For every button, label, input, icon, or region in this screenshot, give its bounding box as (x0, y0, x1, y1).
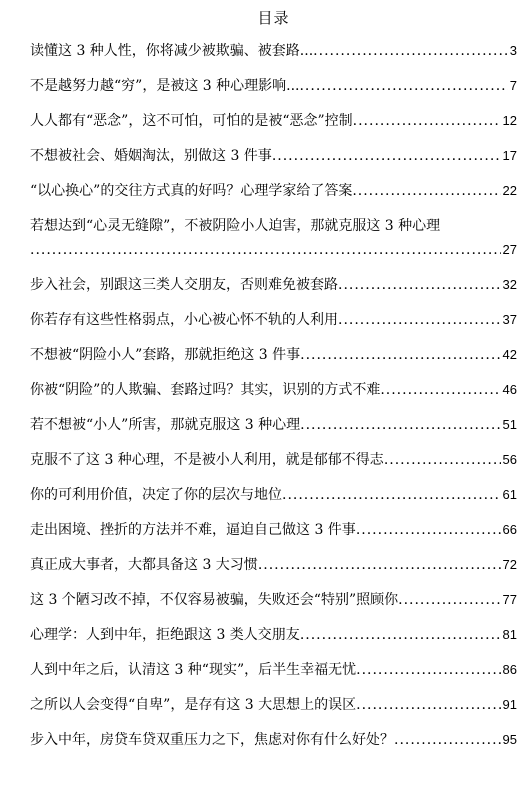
toc-entry-text: 不想被“阴险小人”套路，那就拒绝这 3 件事 (30, 347, 301, 363)
toc-leader (356, 695, 500, 715)
toc-entry (30, 415, 517, 450)
toc-entry (30, 555, 517, 590)
toc-entry (30, 146, 517, 181)
toc-entry-text: 人人都有“恶念”，这不可怕，可怕的是被“恶念”控制 (30, 113, 353, 129)
toc-entry (30, 345, 517, 380)
toc-leader (272, 146, 501, 166)
toc-entry (30, 216, 517, 275)
toc-entry-text: 人到中年之后，认清这 3 种“现实”，后半生幸福无忧 (30, 662, 357, 678)
toc-entry (30, 275, 517, 310)
toc-entry-text: 若不想被“小人”所害，那就克服这 3 种心理 (30, 417, 301, 433)
toc-entry (30, 380, 517, 415)
toc-entry-page: 86 (502, 662, 517, 677)
toc-leader (353, 111, 501, 131)
toc-entry-page: 66 (502, 522, 517, 537)
toc-entry-text: 你的可利用价值，决定了你的层次与地位 (30, 487, 282, 503)
toc-entry-text: 心理学：人到中年，拒绝跟这 3 类人交朋友 (30, 627, 300, 643)
toc-entry-page: 32 (502, 277, 517, 292)
toc-leader (299, 76, 507, 96)
toc-entry-page: 7 (509, 78, 517, 93)
toc-entry (30, 625, 517, 660)
toc-entry-text: 走出困境、挫折的方法并不难，逼迫自己做这 3 件事 (30, 522, 356, 538)
toc-list (30, 41, 517, 765)
toc-leader (300, 345, 500, 365)
toc-entry-page: 81 (502, 627, 517, 642)
toc-entry (30, 660, 517, 695)
toc-entry-text: 这 3 个陋习改不掉，不仅容易被骗，失败还会“特别”照顾你 (30, 592, 399, 608)
toc-leader (338, 275, 501, 295)
toc-entry (30, 695, 517, 730)
toc-entry-text: 你被“阴险”的人欺骗、套路过吗？其实，识别的方式不难 (30, 382, 381, 398)
toc-entry (30, 485, 517, 520)
toc-entry-text: 之所以人会变得“自卑”，是存有这 3 大思想上的误区 (30, 697, 357, 713)
toc-entry-page: 42 (502, 347, 517, 362)
toc-leader (338, 310, 501, 330)
toc-entry (30, 111, 517, 146)
toc-entry (30, 181, 517, 216)
toc-leader (398, 590, 500, 610)
toc-leader (356, 660, 500, 680)
toc-entry-page: 46 (502, 382, 517, 397)
toc-entry (30, 520, 517, 555)
toc-title: 目录 (257, 9, 290, 27)
toc-entry-page: 56 (502, 452, 517, 467)
toc-entry-page: 51 (502, 417, 517, 432)
toc-entry-text: 读懂这 3 种人性，你将减少被欺骗、被套路... (30, 43, 314, 59)
toc-entry (30, 76, 517, 111)
toc-leader (258, 555, 501, 575)
toc-leader (394, 730, 501, 750)
toc-entry-page: 91 (502, 697, 517, 712)
toc-leader (300, 625, 501, 645)
toc-leader (352, 181, 500, 201)
toc-leader (384, 450, 501, 470)
toc-entry-text: 若想达到“心灵无缝隙”，不被阴险小人迫害，那就克服这 3 种心理 (30, 218, 441, 234)
toc-entry (30, 450, 517, 485)
toc-leader (30, 240, 501, 260)
toc-entry-page: 3 (509, 43, 517, 58)
toc-entry (30, 310, 517, 345)
toc-entry-text: 真正成大事者，大都具备这 3 大习惯 (30, 557, 258, 573)
toc-leader (300, 415, 500, 435)
toc-leader (356, 520, 501, 540)
toc-entry-text: 克服不了这 3 种心理，不是被小人利用，就是郁郁不得志 (30, 452, 384, 468)
toc-entry-page: 27 (502, 242, 517, 257)
toc-leader (313, 41, 508, 61)
toc-leader (380, 380, 500, 400)
toc-entry-page: 95 (502, 732, 517, 747)
toc-entry-text: “以心换心”的交往方式真的好吗？心理学家给了答案 (30, 183, 353, 199)
toc-entry-page: 61 (502, 487, 517, 502)
toc-entry-page: 77 (502, 592, 517, 607)
toc-entry-page: 72 (502, 557, 517, 572)
toc-entry-page: 17 (502, 148, 517, 163)
toc-entry (30, 730, 517, 765)
toc-entry-page: 37 (502, 312, 517, 327)
toc-entry (30, 41, 517, 76)
toc-entry-page: 22 (502, 183, 517, 198)
toc-entry-text: 步入社会，别跟这三类人交朋友，否则难免被套路 (30, 277, 338, 293)
toc-entry (30, 590, 517, 625)
toc-entry-text: 步入中年，房贷车贷双重压力之下，焦虑对你有什么好处？ (30, 732, 394, 748)
toc-entry-page: 12 (502, 113, 517, 128)
toc-entry-text: 不是越努力越“穷”，是被这 3 种心理影响... (30, 78, 300, 94)
toc-entry-text: 你若存有这些性格弱点，小心被心怀不轨的人利用 (30, 312, 338, 328)
toc-entry-text: 不想被社会、婚姻淘汰，别做这 3 件事 (30, 148, 272, 164)
toc-leader (282, 485, 501, 505)
